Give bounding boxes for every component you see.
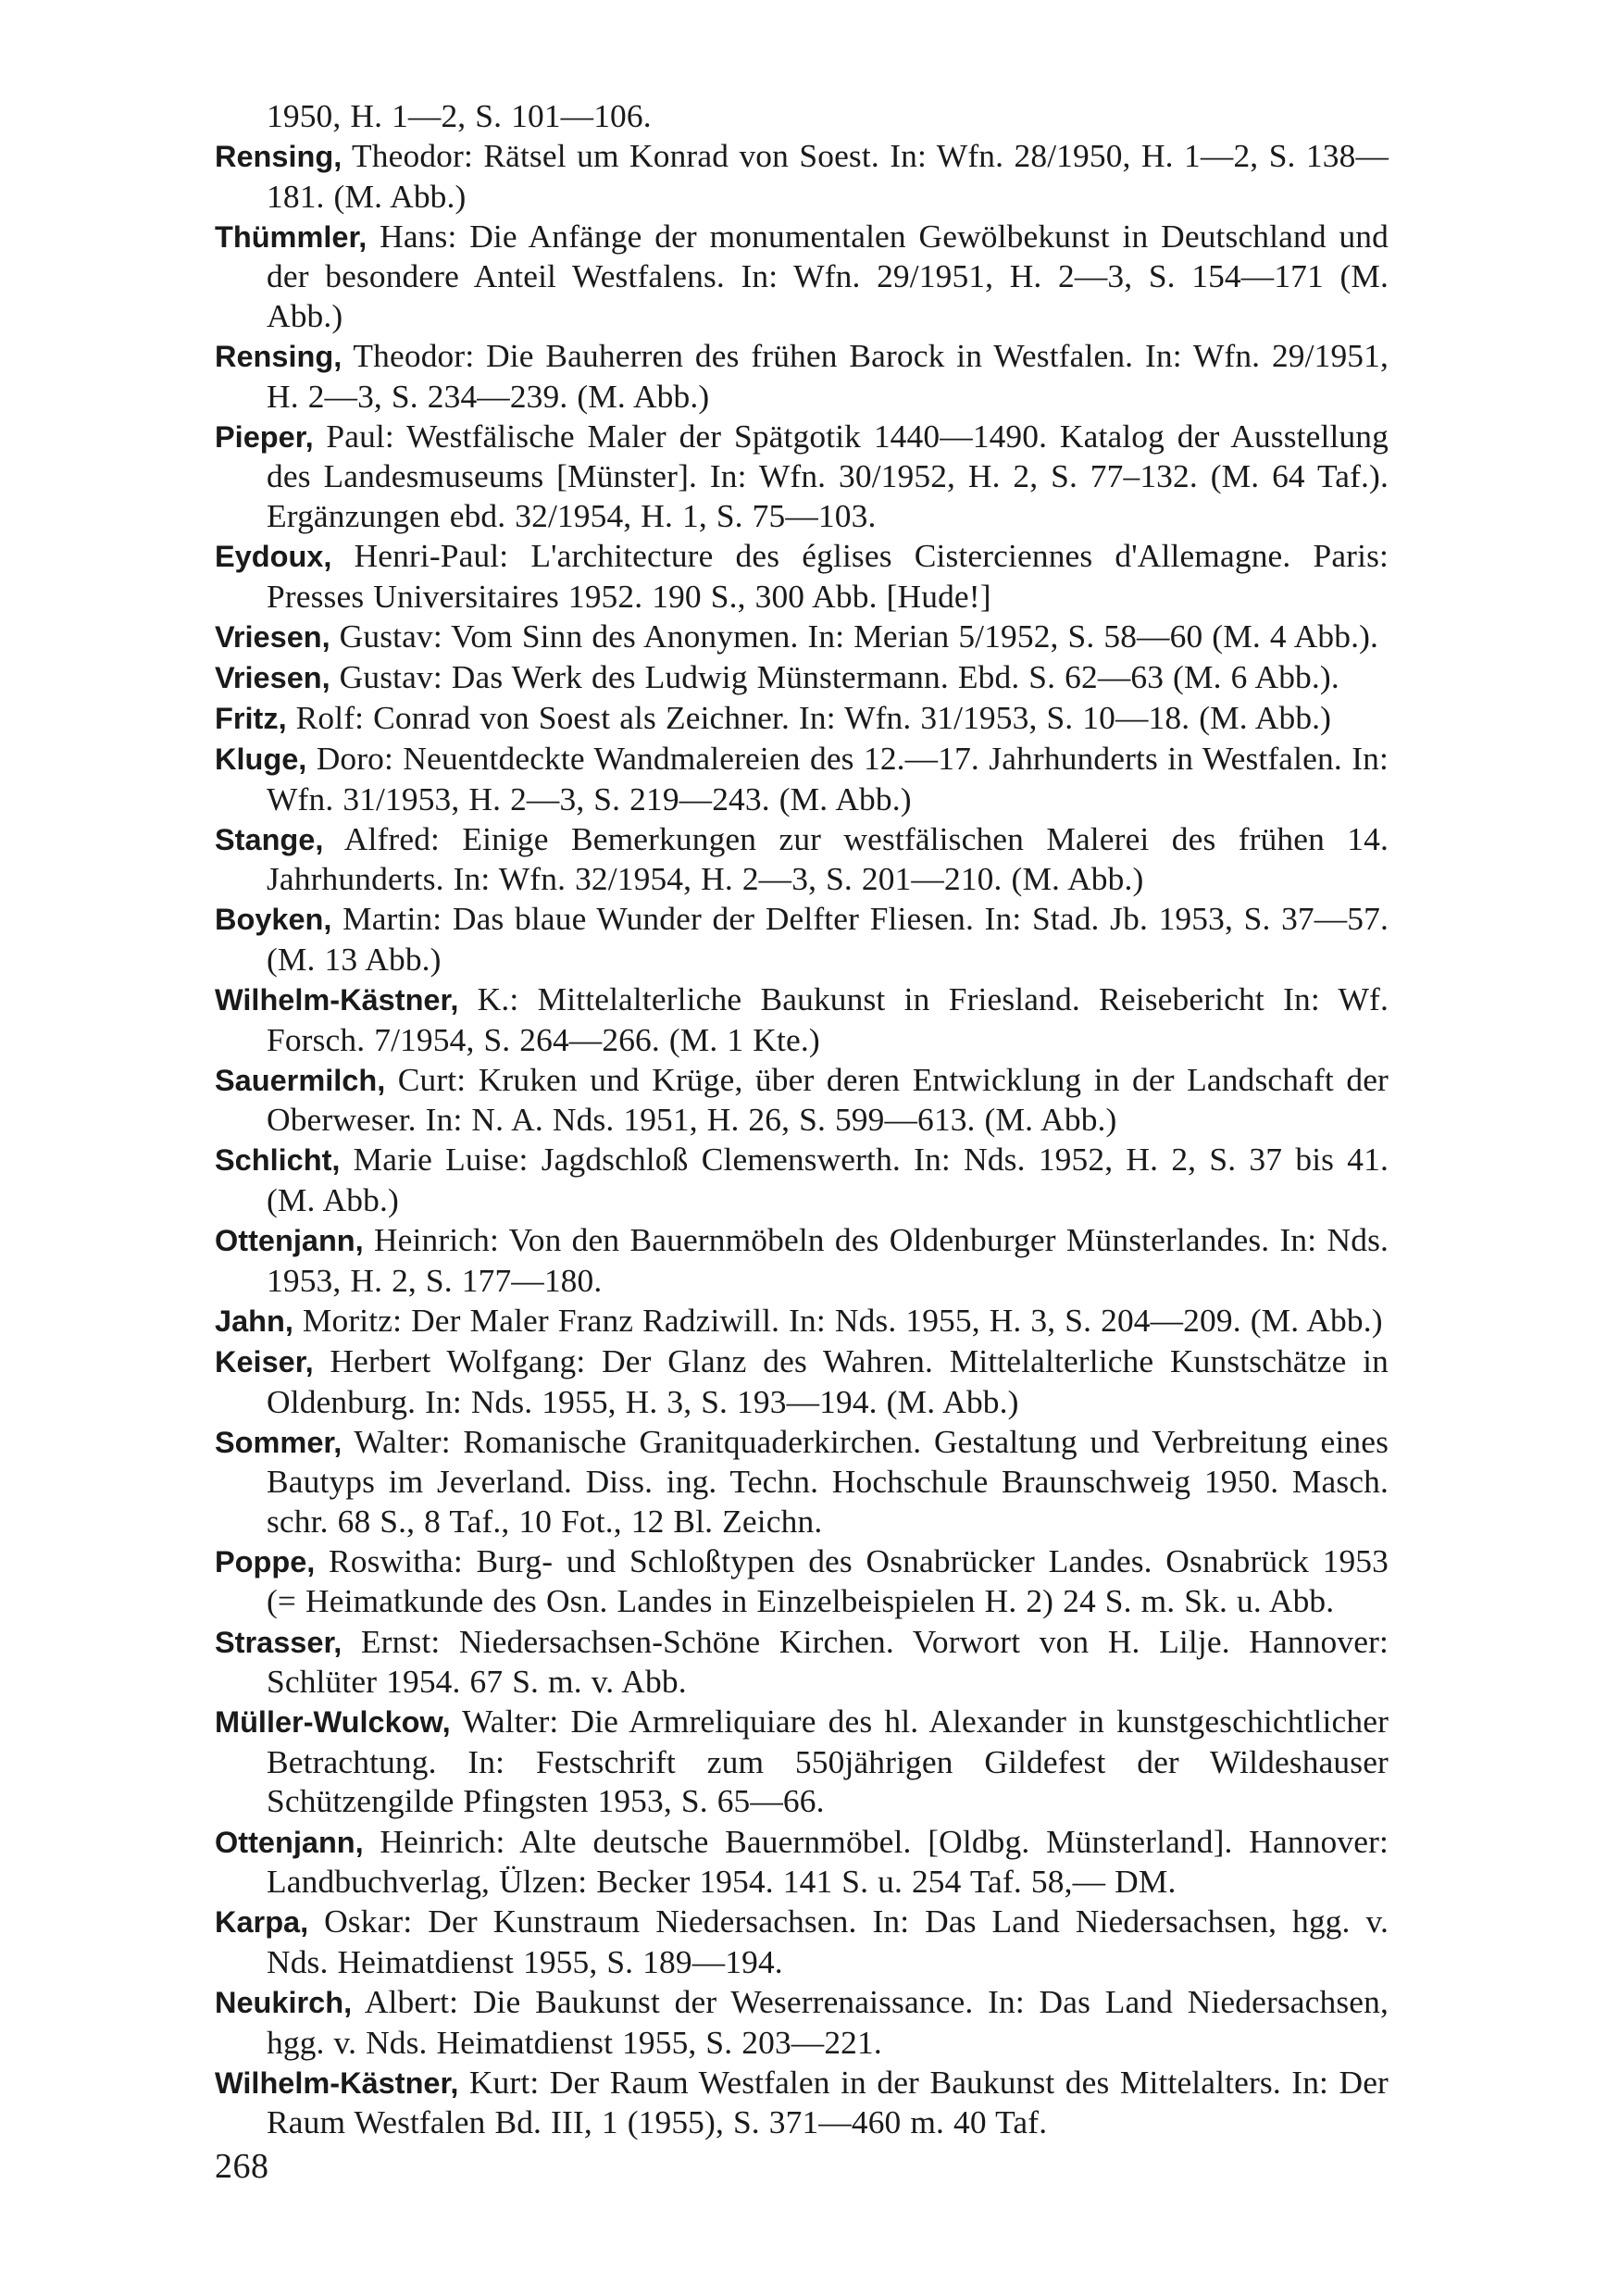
entry-author: Vriesen, xyxy=(215,660,330,694)
entry-author: Thümmler, xyxy=(215,219,367,254)
entry-author: Pieper, xyxy=(215,419,314,454)
entry-text: Ernst: Niedersachsen-Schöne Kirchen. Vorwort von H. Lilje. Hannover: Schlüter 1954. 67 S. m. v. Abb. xyxy=(267,1622,1389,1701)
entry-author: Keiser, xyxy=(215,1344,314,1379)
entry-author: Rensing, xyxy=(215,340,343,374)
bibliography-entry xyxy=(215,739,1389,818)
entry-text: Doro: Neuentdeckte Wandmalereien des 12.—17. Jahrhunderts in Westfalen. In: Wfn. 31/1953, H. 2—3, S. 219—243. (M. Abb.) xyxy=(267,740,1389,817)
entry-text: Theodor: Rätsel um Konrad von Soest. In: Wfn. 28/1950, H. 1—2, S. 138—181. (M. Abb.) xyxy=(267,137,1389,215)
entry-author: Strasser, xyxy=(215,1625,343,1659)
entry-author: Neukirch, xyxy=(215,1985,353,2019)
bibliography-entry xyxy=(215,2063,1389,2142)
entry-author: Stange, xyxy=(215,822,324,856)
entry-author: Ottenjann, xyxy=(215,1825,364,1859)
entry-text: Theodor: Die Bauherren des frühen Barock in Westfalen. In: Wfn. 29/1951, H. 2—3, S. 234—239. (M. Abb.) xyxy=(267,337,1389,415)
entry-text: Kurt: Der Raum Westfalen in der Baukunst des Mittelalters. In: Der Raum Westfalen Bd. III, 1 (1955), S. 371—460 m. 40 Taf. xyxy=(267,2063,1389,2141)
entry-text: Hans: Die Anfänge der monumentalen Gewölbekunst in Deutschland und der besondere Anteil Westfalens. In: Wfn. 29/1951, H. 2—3, S. 154—171 (M. Abb.) xyxy=(267,217,1389,334)
entry-author: Eydoux, xyxy=(215,540,332,574)
entry-author: Jahn, xyxy=(215,1304,293,1338)
entry-author: Wilhelm-Kästner, xyxy=(215,983,459,1017)
bibliography-entry xyxy=(215,1622,1389,1702)
entry-text: Oskar: Der Kunstraum Niedersachsen. In: Das Land Niedersachsen, hgg. v. Nds. Heimatdienst 1955, S. 189—194. xyxy=(267,1903,1389,1980)
bibliography-entry xyxy=(215,1060,1389,1140)
bibliography-entry xyxy=(215,617,1389,657)
bibliography-entry xyxy=(215,1902,1389,1981)
bibliography-entry xyxy=(215,1140,1389,1219)
bibliography-entry xyxy=(215,1982,1389,2062)
page-number: 268 xyxy=(215,2147,269,2186)
entry-text: Rolf: Conrad von Soest als Zeichner. In: Wfn. 31/1953, S. 10—18. (M. Abb.) xyxy=(286,698,1332,736)
bibliography-entry xyxy=(215,1822,1389,1902)
entry-text: Heinrich: Von den Bauernmöbeln des Oldenburger Münsterlandes. In: Nds. 1953, H. 2, S. 177—180. xyxy=(267,1221,1389,1299)
entry-text: Gustav: Vom Sinn des Anonymen. In: Merian 5/1952, S. 58—60 (M. 4 Abb.). xyxy=(330,617,1379,655)
bibliography-entry xyxy=(215,1702,1389,1821)
entry-author: Sauermilch, xyxy=(215,1063,386,1097)
entry-text: Roswitha: Burg- und Schloßtypen des Osnabrücker Landes. Osnabrück 1953 (= Heimatkunde des Osn. Landes in Einzelbeispielen H. 2) 24 S. m. Sk. u. Abb. xyxy=(267,1541,1389,1620)
bibliography-entry xyxy=(215,217,1389,336)
bibliography-entry xyxy=(215,1422,1389,1541)
entry-text: Henri-Paul: L'architecture des églises Cisterciennes d'Allemagne. Paris: Presses Universitaires 1952. 190 S., 300 Abb. [Hude!] xyxy=(267,537,1389,615)
entry-author: Poppe, xyxy=(215,1544,316,1578)
bibliography-entry xyxy=(215,1341,1389,1421)
entry-text: Walter: Die Armreliquiare des hl. Alexander in kunstgeschichtlicher Betrachtung. In: Festschrift zum 550jährigen Gildefest der Wildeshauser Schützengilde Pfingsten 1953, S. 65—66. xyxy=(267,1703,1389,1820)
bibliography-entry xyxy=(215,136,1389,216)
entry-text: Albert: Die Baukunst der Weserrenaissance. In: Das Land Niedersachsen, hgg. v. Nds. Heimatdienst 1955, S. 203—221. xyxy=(267,1982,1389,2061)
entry-text: Gustav: Das Werk des Ludwig Münstermann. Ebd. S. 62—63 (M. 6 Abb.). xyxy=(330,657,1339,695)
entry-author: Vriesen, xyxy=(215,619,330,654)
bibliography-entry xyxy=(215,1301,1389,1341)
entry-text: Curt: Kruken und Krüge, über deren Entwicklung in der Landschaft der Oberweser. In: N. A. Nds. 1951, H. 26, S. 599—613. (M. Abb.) xyxy=(267,1060,1389,1139)
entry-text: Alfred: Einige Bemerkungen zur westfälischen Malerei des frühen 14. Jahrhunderts. In: Wfn. 32/1954, H. 2—3, S. 201—210. (M. Abb.) xyxy=(267,819,1389,898)
entry-author: Boyken, xyxy=(215,903,332,937)
bibliography-entry xyxy=(215,899,1389,979)
entry-author: Kluge, xyxy=(215,742,307,776)
entry-author: Müller-Wulckow, xyxy=(215,1705,451,1740)
bibliography-entry xyxy=(215,698,1389,739)
entry-author: Schlicht, xyxy=(215,1143,341,1178)
continuation-line: 1950, H. 1—2, S. 101—106. xyxy=(267,97,652,134)
bibliography-entry xyxy=(215,336,1389,416)
entry-text: Herbert Wolfgang: Der Glanz des Wahren. Mittelalterliche Kunstschätze in Oldenburg. In: Nds. 1955, H. 3, S. 193—194. (M. Abb.) xyxy=(267,1341,1389,1420)
entry-author: Wilhelm-Kästner, xyxy=(215,2065,459,2100)
entry-text: K.: Mittelalterliche Baukunst in Friesland. Reisebericht In: Wf. Forsch. 7/1954, S. 264—266. (M. 1 Kte.) xyxy=(267,980,1389,1058)
entry-text: Martin: Das blaue Wunder der Delfter Fliesen. In: Stad. Jb. 1953, S. 37—57. (M. 13 Abb.) xyxy=(267,900,1389,978)
entry-author: Karpa, xyxy=(215,1905,309,1940)
entry-author: Sommer, xyxy=(215,1425,343,1459)
entry-text: Moritz: Der Maler Franz Radziwill. In: Nds. 1955, H. 3, S. 204—209. (M. Abb.) xyxy=(293,1301,1383,1339)
bibliography-entry xyxy=(215,657,1389,698)
bibliography-entry xyxy=(215,536,1389,616)
entry-text: Marie Luise: Jagdschloß Clemenswerth. In: Nds. 1952, H. 2, S. 37 bis 41. (M. Abb.) xyxy=(267,1141,1389,1219)
bibliography-entry xyxy=(215,819,1389,899)
bibliography-page xyxy=(215,96,1389,2142)
entry-author: Rensing, xyxy=(215,140,343,174)
bibliography-entry xyxy=(215,1541,1389,1621)
bibliography-entry xyxy=(215,417,1389,536)
entry-text: Walter: Romanische Granitquaderkirchen. Gestaltung und Verbreitung eines Bautyps im Jeverland. Diss. ing. Techn. Hochschule Braunschweig 1950. Masch. schr. 68 S., 8 Taf., 10 Fot., 12 Bl. Zeichn. xyxy=(267,1422,1389,1540)
bibliography-entry xyxy=(215,980,1389,1059)
bibliography-entry xyxy=(215,1220,1389,1300)
entry-text: Paul: Westfälische Maler der Spätgotik 1440—1490. Katalog der Ausstellung des Landesmuseums [Münster]. In: Wfn. 30/1952, H. 2, S. 77–132. (M. 64 Taf.). Ergänzungen ebd. 32/1954, H. 1, S. 75—103. xyxy=(267,417,1389,534)
entry-author: Fritz, xyxy=(215,701,287,735)
entry-text: Heinrich: Alte deutsche Bauernmöbel. [Oldbg. Münsterland]. Hannover: Landbuchverlag, Ülzen: Becker 1954. 141 S. u. 254 Taf. 58,— DM. xyxy=(267,1822,1389,1901)
entry-author: Ottenjann, xyxy=(215,1224,364,1258)
